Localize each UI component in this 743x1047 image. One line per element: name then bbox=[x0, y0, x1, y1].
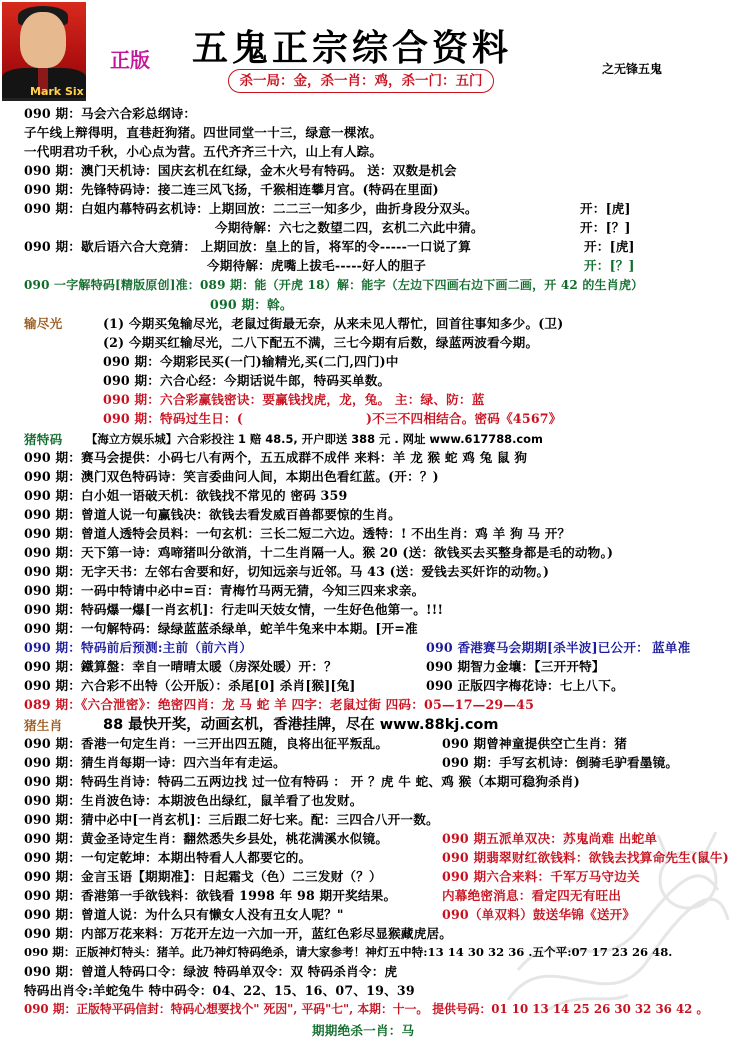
text-line: 089 期：《六合泄密》：绝密四肖：龙 马 蛇 羊 四字：老鼠过街 四码：05—17—29—45 bbox=[24, 697, 535, 712]
text-line: 090 期：特码过生日：( bbox=[103, 411, 243, 426]
text-line: 090（单双料）鼓送华锦《送开》 bbox=[442, 907, 636, 922]
text-line: 090 期：马会六合彩总纲诗： bbox=[24, 106, 197, 121]
text-line: 090 期：天下第一诗：鸡啼猪叫分欲消，十二生肖隔一人。猴 20 (送：欲钱买去买整身都是毛的动物。) bbox=[24, 545, 614, 560]
text-line: 蓝单准 bbox=[652, 640, 691, 655]
text-line: 090 期：鐵算盤：幸自一晴晴太暖（房深处暖）开：？ bbox=[24, 659, 337, 674]
text-line: 090 期：一码中特请中必中=百：青梅竹马两无猜，今知三四来求亲。 bbox=[24, 583, 425, 598]
ad-banner: 88 最快开奖，动画玄机，香港挂牌，尽在 www.88kj.com bbox=[103, 717, 499, 733]
text-line: 090 期：赛马会提供：小码七八有两个，五五成群不成伴 来料：羊 龙 猴 蛇 鸡 兔 鼠 狗 bbox=[24, 450, 528, 465]
text-line: 090 期：特码生肖诗：特码二五两边找 过一位有特码 ： 开 ？虎 牛 蛇、鸡 猴（本期可稳狗杀肖) bbox=[24, 774, 580, 789]
text-line: 090 期：白小姐一语破天机：欲钱找不常见的 密码 359 bbox=[24, 488, 348, 503]
text-line: 090 期：斡。 bbox=[210, 297, 293, 312]
section-label: 猪特码 bbox=[24, 432, 63, 447]
text-line: 090 期六合来料：千军万马守边关 bbox=[442, 869, 640, 884]
text-line: 090 期翡翠财红欲钱料：欲钱去找算命先生(鼠牛) bbox=[442, 850, 729, 865]
text-line: 090 期：特码前后预测:主前（前六肖） bbox=[24, 640, 253, 655]
text-line: 内幕绝密消息：看定四无有旺出 bbox=[442, 888, 622, 903]
text-line: 090 期：内部万花来料：万花开左边一六加一开，蓝红色彩尽显猴藏虎居。 bbox=[24, 926, 453, 941]
text-line: 090 期五派单双决：苏鬼尚难 出蛇单 bbox=[442, 831, 658, 846]
section-label: 输尽光 bbox=[24, 316, 63, 331]
final-kill-line: 期期绝杀一肖：马 bbox=[312, 1023, 415, 1038]
text-line: 090 期：歇后语六合大竞猜： 上期回放：皇上的旨，将军的令-----一口说了算 bbox=[24, 239, 472, 254]
text-line: 今期待解：虎嘴上拔毛-----好人的胆子 bbox=[207, 258, 427, 273]
author-label: 之无锋五鬼 bbox=[602, 62, 663, 76]
text-line: 090 期：先锋特码诗：接二连三风飞扬，千猴相连攀月宫。(特码在里面) bbox=[24, 182, 439, 197]
text-line: (2) 今期买红输尽光，二八下配五不满，三七今期有后数，绿蓝两波看今期。 bbox=[103, 335, 539, 350]
text-line: 090 期：香港一句定生肖：一三开出四五随，良将出征平叛乱。 bbox=[24, 736, 389, 751]
text-line: 090 期：六合心经：今期话说牛郎，特码买单数。 bbox=[103, 373, 391, 388]
section-label: 猪生肖 bbox=[24, 718, 63, 733]
text-line: 090 期：正版神灯特头：猪羊。此乃神灯特码绝杀，请大家参考！神灯五中特:13 14 30 32 36 .五个平:07 17 23 26 48. bbox=[24, 945, 673, 959]
text-line: 090 期：金言玉语【期期准】：日起霜戈（色）二三发财（？） bbox=[24, 869, 382, 884]
photo-tag: Mark Six bbox=[30, 85, 84, 98]
ad-banner: 【海立方娱乐城】六合彩投注 1 赔 48.5, 开户即送 388 元 . 网址 www.617788.com bbox=[86, 432, 543, 446]
text-line: 090 期：无字天书：左邻右舍要和好，切知远亲与近邻。马 43 (送：爱钱去买奸诈的动物。) bbox=[24, 564, 550, 579]
text-line: 090 期：白姐内幕特码玄机诗：上期回放：二二三一知多少，曲折身段分双头。 bbox=[24, 201, 478, 216]
text-line: 090 期：猜生肖每期一诗：四六当年有走运。 bbox=[24, 755, 286, 770]
text-line: 子午线上辩得明，直巷赶狗猪。四世同堂一十三，绿意一棵浓。 bbox=[24, 125, 383, 140]
text-line: 今期待解：六七之数望二四，玄机二六此中猜。 bbox=[215, 220, 484, 235]
text-line: 090 期：六合彩不出特（公开版）：杀尾[0] 杀肖[猴][兔] bbox=[24, 678, 356, 693]
text-line: 特码出肖令:羊蛇兔牛 特中码令：04、22、15、16、07、19、39 bbox=[24, 983, 415, 998]
text-line: 090 期：手写玄机诗：倒骑毛驴看墨镜。 bbox=[442, 755, 679, 770]
text-line: 090 期：今期彩民买(一门)输精光,买(二门,四门)中 bbox=[103, 354, 399, 369]
text-line: 090 期：生肖波色诗：本期波色出绿红，鼠羊看了也发财。 bbox=[24, 793, 363, 808]
text-line: 090 期：正版特平码信封：特码心想要找个" 死因", 平码"七", 本期：十一。 提供号码：01 10 13 14 25 26 30 32 36 42 。 bbox=[24, 1002, 709, 1016]
edition-label: 正版 bbox=[110, 48, 150, 72]
text-line: 090 期：澳门天机诗：国庆玄机在红绿，金木火号有特码。 送：双数是机会 bbox=[24, 163, 457, 178]
text-line: (1) 今期买兔输尽光，老鼠过街最无奈，从来未见人帮忙，回首往事知多少。(卫) bbox=[103, 316, 564, 331]
text-line: 090 一字解特码[精版原创]准：089 期：能（开虎 18）解：能字（左边下四画右边下画二画，开 42 的生肖虎） bbox=[24, 278, 644, 292]
text-line: 090 期：一句解特码：绿绿蓝蓝杀绿单，蛇羊牛兔来中本期。[开=准 bbox=[24, 621, 418, 636]
text-line: 090 正版四字梅花诗：七上八下。 bbox=[426, 678, 624, 693]
text-line: 090 期：一句定乾坤：本期出特看人人都要它的。 bbox=[24, 850, 312, 865]
text-line: 090 期：曾道人透特会员料：一句玄机：三长二短二六边。透特：! 不出生肖：鸡 羊 狗 马 开？ bbox=[24, 526, 571, 541]
text-line: )不三不四相结合。密码《4567》 bbox=[366, 411, 562, 426]
open-result: 开：[虎] bbox=[584, 239, 635, 254]
text-line: 一代明君功千秋，小心点为营。五代齐齐三十六，山上有人踪。 bbox=[24, 144, 383, 159]
text-line: 090 期：香港第一手欲钱料：欲钱看 1998 年 98 期开奖结果。 bbox=[24, 888, 397, 903]
text-line: 090 期：六合彩赢钱密诀：要赢钱找虎，龙，兔。 主：绿、防：蓝 bbox=[103, 392, 485, 407]
presenter-photo bbox=[2, 2, 86, 101]
page-title: 五鬼正宗综合资料 bbox=[192, 27, 513, 69]
kill-subtitle: 杀一局：金，杀一肖：鸡，杀一门：五门 bbox=[228, 69, 494, 93]
text-line: 090 期智力金壤：【三开开特】 bbox=[426, 659, 605, 674]
open-result: 开：[？] bbox=[580, 220, 631, 235]
text-line: 090 期：曾道人特码口令：绿波 特码单双令：双 特码杀肖令：虎 bbox=[24, 964, 398, 979]
text-line: 090 期：特码爆一爆[一肖玄机]：行走叫天妓女情，一生好色他第一。!!! bbox=[24, 602, 444, 617]
text-line: 090 香港赛马会期期[杀半波]已公开： bbox=[426, 640, 649, 655]
text-line: 090 期曾神童提供空亡生肖：猪 bbox=[442, 736, 627, 751]
text-line: 090 期：黄金圣诗定生肖：翻然悉失乡县处，桃花满溪水似镜。 bbox=[24, 831, 389, 846]
text-line: 090 期：曾道人说一句赢钱决：欲钱去看发威百兽都要惊的生肖。 bbox=[24, 507, 401, 522]
open-result: 开：[？] bbox=[584, 258, 635, 273]
text-line: 090 期：猜中必中[一肖玄机]：三后跟二好七来。配：三四合八开一数。 bbox=[24, 812, 439, 827]
open-result: 开：[虎] bbox=[580, 201, 631, 216]
text-line: 090 期：澳门双色特码诗：笑言委曲问人间，本期出色看红蓝。(开：？) bbox=[24, 469, 439, 484]
text-line: 090 期：曾道人说：为什么只有懒女人没有丑女人呢？" bbox=[24, 907, 344, 922]
